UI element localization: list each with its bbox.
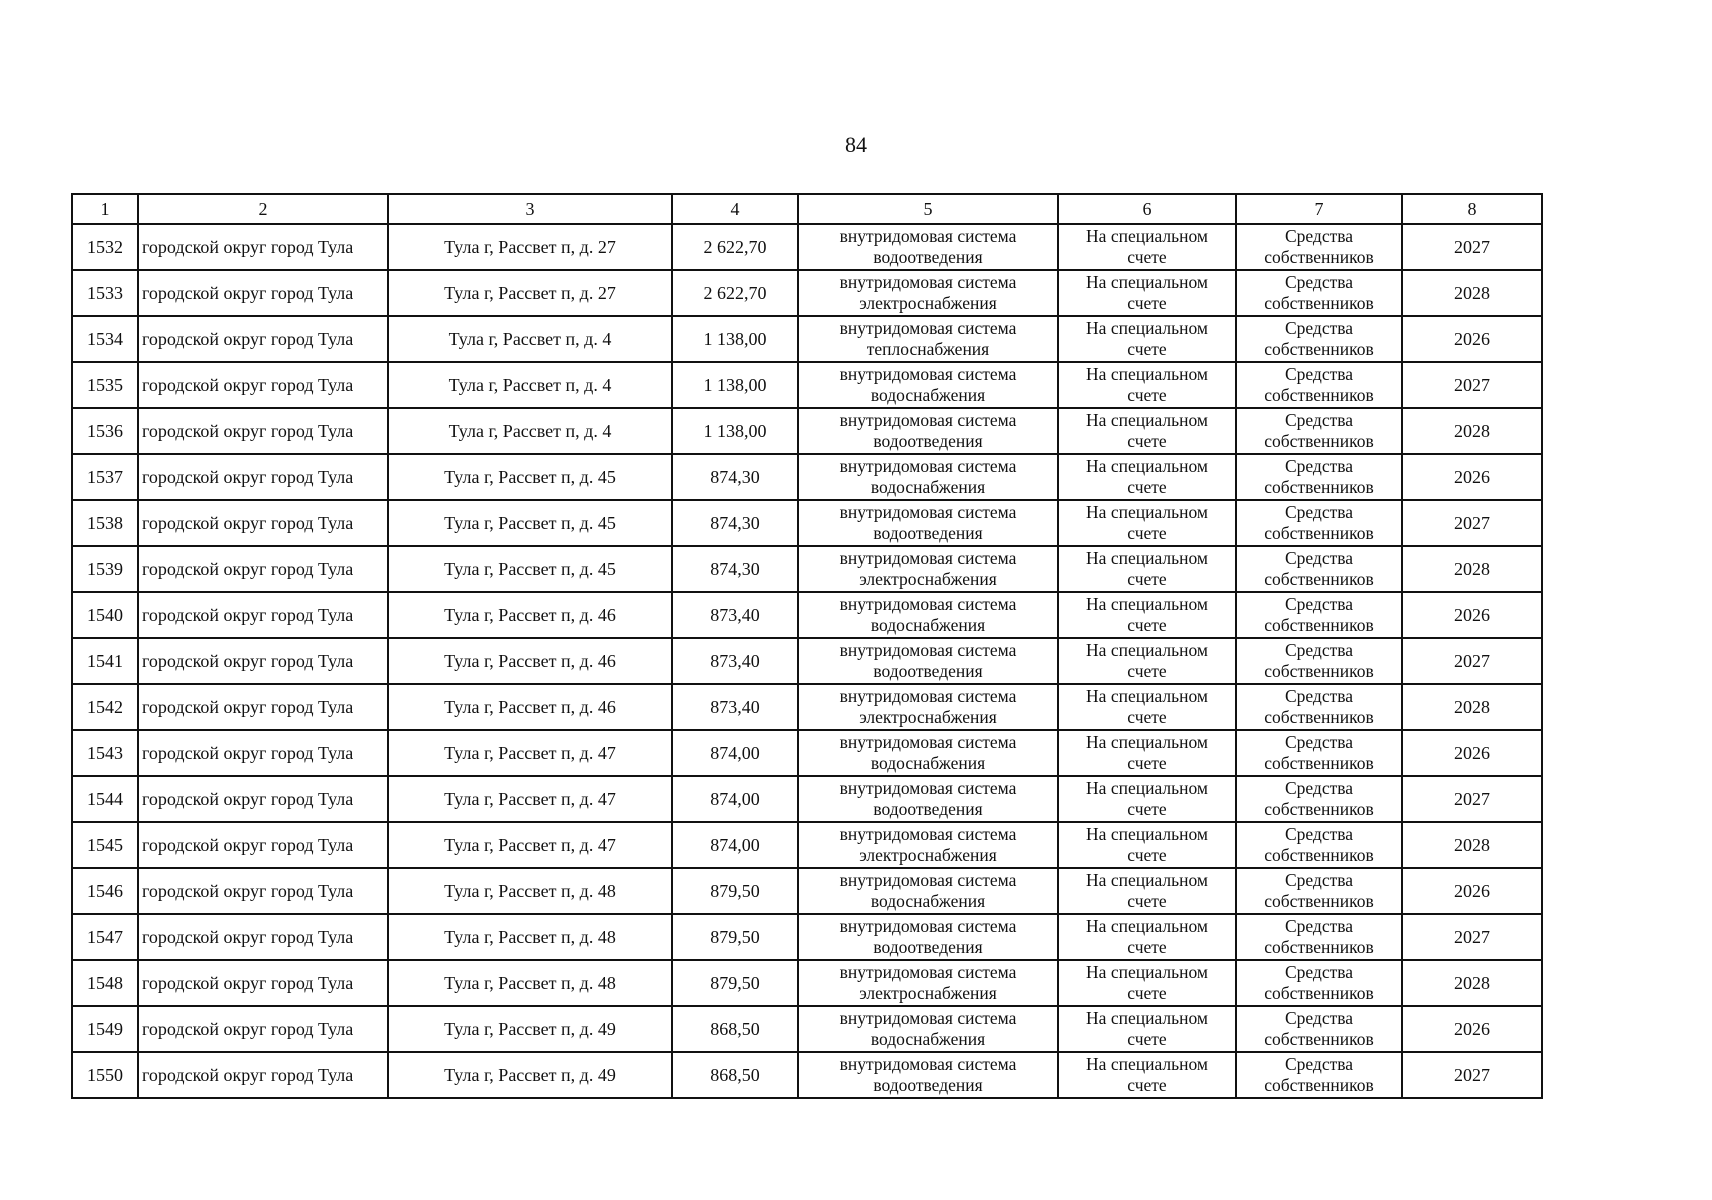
year-cell: 2028 <box>1402 408 1542 454</box>
table-row <box>72 822 1542 868</box>
account-cell <box>1058 822 1236 868</box>
account-cell-line-1: На специальном <box>1086 870 1208 890</box>
funding-source-cell-line-1: Средства <box>1284 870 1354 890</box>
column-header: 3 <box>388 194 672 224</box>
row-number-cell: 1546 <box>72 868 138 914</box>
address-cell: Тула г, Рассвет п, д. 46 <box>388 638 672 684</box>
account-cell-line-2: счете <box>1127 523 1167 543</box>
funding-source-cell <box>1236 730 1402 776</box>
account-cell-line-1: На специальном <box>1086 916 1208 936</box>
system-cell-line-1: внутридомовая система <box>839 916 1017 936</box>
column-header: 6 <box>1058 194 1236 224</box>
area-cell: 2 622,70 <box>672 270 798 316</box>
funding-source-cell <box>1236 454 1402 500</box>
account-cell-line-2: счете <box>1127 569 1167 589</box>
address-cell: Тула г, Рассвет п, д. 46 <box>388 684 672 730</box>
system-cell-line-1: внутридомовая система <box>839 824 1017 844</box>
account-cell-line-2: счете <box>1127 937 1167 957</box>
area-cell: 2 622,70 <box>672 224 798 270</box>
table-row <box>72 362 1542 408</box>
municipality-cell: городской округ город Тула <box>138 316 388 362</box>
area-cell: 868,50 <box>672 1006 798 1052</box>
page-number: 84 <box>845 132 867 157</box>
funding-source-cell-line-1: Средства <box>1284 226 1354 246</box>
account-cell-line-2: счете <box>1127 845 1167 865</box>
system-cell <box>798 408 1058 454</box>
account-cell-line-1: На специальном <box>1086 410 1208 430</box>
account-cell-line-2: счете <box>1127 707 1167 727</box>
account-cell-line-2: счете <box>1127 661 1167 681</box>
account-cell-line-1: На специальном <box>1086 594 1208 614</box>
account-cell <box>1058 914 1236 960</box>
funding-source-cell-line-2: собственников <box>1264 661 1374 681</box>
account-cell-line-1: На специальном <box>1086 640 1208 660</box>
year-cell: 2028 <box>1402 546 1542 592</box>
area-cell: 879,50 <box>672 914 798 960</box>
account-cell-line-1: На специальном <box>1086 824 1208 844</box>
account-cell-line-1: На специальном <box>1086 548 1208 568</box>
year-cell: 2028 <box>1402 270 1542 316</box>
funding-source-cell-line-1: Средства <box>1284 272 1354 292</box>
account-cell-line-2: счете <box>1127 385 1167 405</box>
municipality-cell: городской округ город Тула <box>138 1052 388 1098</box>
funding-source-cell-line-2: собственников <box>1264 247 1374 267</box>
system-cell-line-1: внутридомовая система <box>839 870 1017 890</box>
area-cell: 874,30 <box>672 546 798 592</box>
address-cell: Тула г, Рассвет п, д. 48 <box>388 960 672 1006</box>
funding-source-cell-line-1: Средства <box>1284 410 1354 430</box>
funding-source-cell-line-2: собственников <box>1264 983 1374 1003</box>
table-row <box>72 776 1542 822</box>
row-number-cell: 1542 <box>72 684 138 730</box>
municipality-cell: городской округ город Тула <box>138 776 388 822</box>
account-cell-line-1: На специальном <box>1086 686 1208 706</box>
system-cell <box>798 592 1058 638</box>
municipality-cell: городской округ город Тула <box>138 822 388 868</box>
funding-source-cell-line-1: Средства <box>1284 778 1354 798</box>
account-cell <box>1058 454 1236 500</box>
year-cell: 2026 <box>1402 730 1542 776</box>
year-cell: 2027 <box>1402 224 1542 270</box>
account-cell-line-1: На специальном <box>1086 226 1208 246</box>
row-number-cell: 1549 <box>72 1006 138 1052</box>
funding-source-cell <box>1236 776 1402 822</box>
system-cell-line-1: внутридомовая система <box>839 226 1017 246</box>
system-cell <box>798 1052 1058 1098</box>
funding-source-cell <box>1236 638 1402 684</box>
account-cell <box>1058 1052 1236 1098</box>
row-number-cell: 1535 <box>72 362 138 408</box>
system-cell-line-1: внутридомовая система <box>839 318 1017 338</box>
funding-source-cell <box>1236 408 1402 454</box>
account-cell-line-1: На специальном <box>1086 272 1208 292</box>
municipality-cell: городской округ город Тула <box>138 362 388 408</box>
account-cell <box>1058 730 1236 776</box>
funding-source-cell <box>1236 960 1402 1006</box>
funding-source-cell-line-1: Средства <box>1284 502 1354 522</box>
row-number-cell: 1539 <box>72 546 138 592</box>
area-cell: 873,40 <box>672 638 798 684</box>
row-number-cell: 1548 <box>72 960 138 1006</box>
column-header: 4 <box>672 194 798 224</box>
system-cell-line-1: внутридомовая система <box>839 456 1017 476</box>
account-cell <box>1058 960 1236 1006</box>
funding-source-cell-line-1: Средства <box>1284 732 1354 752</box>
table-row <box>72 1006 1542 1052</box>
system-cell-line-1: внутридомовая система <box>839 272 1017 292</box>
system-cell-line-2: водоснабжения <box>870 891 986 911</box>
area-cell: 874,00 <box>672 776 798 822</box>
table-row <box>72 638 1542 684</box>
table-row <box>72 684 1542 730</box>
municipality-cell: городской округ город Тула <box>138 224 388 270</box>
funding-source-cell-line-1: Средства <box>1284 686 1354 706</box>
account-cell-line-2: счете <box>1127 983 1167 1003</box>
system-cell-line-2: электроснабжения <box>859 845 997 865</box>
address-cell: Тула г, Рассвет п, д. 47 <box>388 822 672 868</box>
account-cell <box>1058 684 1236 730</box>
address-cell: Тула г, Рассвет п, д. 4 <box>388 408 672 454</box>
system-cell <box>798 822 1058 868</box>
system-cell <box>798 1006 1058 1052</box>
year-cell: 2027 <box>1402 1052 1542 1098</box>
system-cell-line-2: электроснабжения <box>859 707 997 727</box>
account-cell-line-1: На специальном <box>1086 778 1208 798</box>
funding-source-cell-line-1: Средства <box>1284 962 1354 982</box>
municipality-cell: городской округ город Тула <box>138 454 388 500</box>
account-cell-line-2: счете <box>1127 1075 1167 1095</box>
system-cell <box>798 684 1058 730</box>
row-number-cell: 1543 <box>72 730 138 776</box>
account-cell <box>1058 776 1236 822</box>
system-cell-line-2: водоотведения <box>873 799 983 819</box>
account-cell <box>1058 316 1236 362</box>
header-row <box>72 194 1542 224</box>
table-row <box>72 914 1542 960</box>
system-cell-line-2: водоснабжения <box>870 477 986 497</box>
year-cell: 2026 <box>1402 316 1542 362</box>
funding-source-cell <box>1236 592 1402 638</box>
row-number-cell: 1550 <box>72 1052 138 1098</box>
funding-source-cell <box>1236 316 1402 362</box>
table-row <box>72 868 1542 914</box>
funding-source-cell-line-1: Средства <box>1284 1008 1354 1028</box>
column-header: 8 <box>1402 194 1542 224</box>
funding-source-cell <box>1236 868 1402 914</box>
column-header: 2 <box>138 194 388 224</box>
funding-source-cell-line-1: Средства <box>1284 548 1354 568</box>
area-cell: 873,40 <box>672 592 798 638</box>
municipality-cell: городской округ город Тула <box>138 500 388 546</box>
area-cell: 874,00 <box>672 822 798 868</box>
funding-source-cell-line-2: собственников <box>1264 523 1374 543</box>
account-cell-line-1: На специальном <box>1086 318 1208 338</box>
municipality-cell: городской округ город Тула <box>138 638 388 684</box>
address-cell: Тула г, Рассвет п, д. 49 <box>388 1052 672 1098</box>
account-cell <box>1058 546 1236 592</box>
funding-source-cell-line-2: собственников <box>1264 753 1374 773</box>
table-row <box>72 546 1542 592</box>
address-cell: Тула г, Рассвет п, д. 49 <box>388 1006 672 1052</box>
row-number-cell: 1536 <box>72 408 138 454</box>
area-cell: 873,40 <box>672 684 798 730</box>
system-cell-line-2: водоснабжения <box>870 1029 986 1049</box>
year-cell: 2028 <box>1402 822 1542 868</box>
address-cell: Тула г, Рассвет п, д. 47 <box>388 776 672 822</box>
funding-source-cell <box>1236 362 1402 408</box>
account-cell-line-1: На специальном <box>1086 962 1208 982</box>
funding-source-cell-line-2: собственников <box>1264 477 1374 497</box>
account-cell-line-2: счете <box>1127 293 1167 313</box>
municipality-cell: городской округ город Тула <box>138 914 388 960</box>
funding-source-cell <box>1236 224 1402 270</box>
system-cell-line-1: внутридомовая система <box>839 410 1017 430</box>
year-cell: 2026 <box>1402 1006 1542 1052</box>
funding-source-cell-line-2: собственников <box>1264 339 1374 359</box>
system-cell-line-1: внутридомовая система <box>839 732 1017 752</box>
system-cell-line-1: внутридомовая система <box>839 778 1017 798</box>
table-row <box>72 408 1542 454</box>
system-cell <box>798 270 1058 316</box>
year-cell: 2026 <box>1402 592 1542 638</box>
register-table <box>71 193 1543 1099</box>
row-number-cell: 1538 <box>72 500 138 546</box>
table-row <box>72 500 1542 546</box>
account-cell <box>1058 592 1236 638</box>
system-cell <box>798 454 1058 500</box>
funding-source-cell <box>1236 1052 1402 1098</box>
address-cell: Тула г, Рассвет п, д. 27 <box>388 270 672 316</box>
system-cell-line-2: электроснабжения <box>859 983 997 1003</box>
funding-source-cell-line-1: Средства <box>1284 916 1354 936</box>
account-cell-line-1: На специальном <box>1086 1054 1208 1074</box>
address-cell: Тула г, Рассвет п, д. 4 <box>388 316 672 362</box>
municipality-cell: городской округ город Тула <box>138 960 388 1006</box>
year-cell: 2027 <box>1402 776 1542 822</box>
system-cell-line-1: внутридомовая система <box>839 962 1017 982</box>
account-cell-line-1: На специальном <box>1086 364 1208 384</box>
account-cell-line-1: На специальном <box>1086 502 1208 522</box>
row-number-cell: 1533 <box>72 270 138 316</box>
account-cell <box>1058 408 1236 454</box>
system-cell <box>798 638 1058 684</box>
funding-source-cell-line-2: собственников <box>1264 1075 1374 1095</box>
funding-source-cell-line-2: собственников <box>1264 937 1374 957</box>
system-cell-line-2: водоснабжения <box>870 615 986 635</box>
account-cell-line-2: счете <box>1127 891 1167 911</box>
funding-source-cell-line-1: Средства <box>1284 1054 1354 1074</box>
account-cell <box>1058 270 1236 316</box>
municipality-cell: городской округ город Тула <box>138 868 388 914</box>
system-cell-line-2: водоотведения <box>873 1075 983 1095</box>
funding-source-cell <box>1236 546 1402 592</box>
system-cell-line-1: внутридомовая система <box>839 1054 1017 1074</box>
address-cell: Тула г, Рассвет п, д. 48 <box>388 868 672 914</box>
system-cell-line-2: водоснабжения <box>870 753 986 773</box>
funding-source-cell-line-2: собственников <box>1264 431 1374 451</box>
table-row <box>72 730 1542 776</box>
row-number-cell: 1545 <box>72 822 138 868</box>
system-cell <box>798 546 1058 592</box>
funding-source-cell-line-2: собственников <box>1264 1029 1374 1049</box>
account-cell <box>1058 638 1236 684</box>
address-cell: Тула г, Рассвет п, д. 45 <box>388 500 672 546</box>
table-row <box>72 1052 1542 1098</box>
column-header: 5 <box>798 194 1058 224</box>
system-cell-line-2: теплоснабжения <box>866 339 990 359</box>
account-cell-line-1: На специальном <box>1086 1008 1208 1028</box>
system-cell-line-1: внутридомовая система <box>839 1008 1017 1028</box>
system-cell-line-2: водоотведения <box>873 523 983 543</box>
address-cell: Тула г, Рассвет п, д. 4 <box>388 362 672 408</box>
table-row <box>72 960 1542 1006</box>
municipality-cell: городской округ город Тула <box>138 270 388 316</box>
account-cell <box>1058 362 1236 408</box>
account-cell-line-2: счете <box>1127 753 1167 773</box>
funding-source-cell-line-2: собственников <box>1264 891 1374 911</box>
address-cell: Тула г, Рассвет п, д. 27 <box>388 224 672 270</box>
year-cell: 2027 <box>1402 362 1542 408</box>
system-cell-line-2: электроснабжения <box>859 569 997 589</box>
municipality-cell: городской округ город Тула <box>138 592 388 638</box>
system-cell-line-1: внутридомовая система <box>839 594 1017 614</box>
funding-source-cell-line-1: Средства <box>1284 824 1354 844</box>
municipality-cell: городской округ город Тула <box>138 408 388 454</box>
table-row <box>72 592 1542 638</box>
system-cell <box>798 776 1058 822</box>
funding-source-cell-line-1: Средства <box>1284 456 1354 476</box>
system-cell <box>798 868 1058 914</box>
system-cell-line-2: водоснабжения <box>870 385 986 405</box>
system-cell-line-1: внутридомовая система <box>839 502 1017 522</box>
municipality-cell: городской округ город Тула <box>138 684 388 730</box>
row-number-cell: 1547 <box>72 914 138 960</box>
funding-source-cell <box>1236 500 1402 546</box>
system-cell-line-1: внутридомовая система <box>839 548 1017 568</box>
area-cell: 879,50 <box>672 868 798 914</box>
funding-source-cell-line-2: собственников <box>1264 615 1374 635</box>
system-cell <box>798 362 1058 408</box>
system-cell-line-2: водоотведения <box>873 661 983 681</box>
year-cell: 2027 <box>1402 638 1542 684</box>
system-cell <box>798 730 1058 776</box>
system-cell <box>798 224 1058 270</box>
year-cell: 2027 <box>1402 500 1542 546</box>
system-cell-line-1: внутридомовая система <box>839 686 1017 706</box>
row-number-cell: 1540 <box>72 592 138 638</box>
row-number-cell: 1537 <box>72 454 138 500</box>
account-cell-line-2: счете <box>1127 431 1167 451</box>
year-cell: 2028 <box>1402 960 1542 1006</box>
area-cell: 868,50 <box>672 1052 798 1098</box>
funding-source-cell <box>1236 684 1402 730</box>
year-cell: 2026 <box>1402 454 1542 500</box>
table-row <box>72 270 1542 316</box>
account-cell-line-2: счете <box>1127 247 1167 267</box>
address-cell: Тула г, Рассвет п, д. 48 <box>388 914 672 960</box>
funding-source-cell-line-1: Средства <box>1284 318 1354 338</box>
table-row <box>72 316 1542 362</box>
account-cell-line-2: счете <box>1127 477 1167 497</box>
account-cell <box>1058 1006 1236 1052</box>
address-cell: Тула г, Рассвет п, д. 45 <box>388 454 672 500</box>
system-cell <box>798 316 1058 362</box>
area-cell: 1 138,00 <box>672 362 798 408</box>
account-cell <box>1058 868 1236 914</box>
account-cell-line-2: счете <box>1127 799 1167 819</box>
system-cell-line-1: внутридомовая система <box>839 364 1017 384</box>
area-cell: 1 138,00 <box>672 316 798 362</box>
funding-source-cell-line-2: собственников <box>1264 569 1374 589</box>
account-cell-line-1: На специальном <box>1086 732 1208 752</box>
system-cell-line-2: водоотведения <box>873 431 983 451</box>
system-cell-line-1: внутридомовая система <box>839 640 1017 660</box>
funding-source-cell-line-2: собственников <box>1264 799 1374 819</box>
municipality-cell: городской округ город Тула <box>138 546 388 592</box>
system-cell <box>798 500 1058 546</box>
funding-source-cell-line-2: собственников <box>1264 707 1374 727</box>
system-cell <box>798 914 1058 960</box>
area-cell: 879,50 <box>672 960 798 1006</box>
area-cell: 874,30 <box>672 454 798 500</box>
funding-source-cell <box>1236 822 1402 868</box>
funding-source-cell <box>1236 914 1402 960</box>
funding-source-cell <box>1236 1006 1402 1052</box>
funding-source-cell-line-2: собственников <box>1264 293 1374 313</box>
account-cell-line-2: счете <box>1127 339 1167 359</box>
column-header: 1 <box>72 194 138 224</box>
system-cell-line-2: водоотведения <box>873 937 983 957</box>
address-cell: Тула г, Рассвет п, д. 47 <box>388 730 672 776</box>
account-cell-line-2: счете <box>1127 1029 1167 1049</box>
funding-source-cell-line-2: собственников <box>1264 385 1374 405</box>
system-cell-line-2: водоотведения <box>873 247 983 267</box>
system-cell <box>798 960 1058 1006</box>
year-cell: 2027 <box>1402 914 1542 960</box>
column-header: 7 <box>1236 194 1402 224</box>
area-cell: 1 138,00 <box>672 408 798 454</box>
row-number-cell: 1541 <box>72 638 138 684</box>
table-row <box>72 454 1542 500</box>
row-number-cell: 1544 <box>72 776 138 822</box>
year-cell: 2026 <box>1402 868 1542 914</box>
system-cell-line-2: электроснабжения <box>859 293 997 313</box>
table-row <box>72 224 1542 270</box>
funding-source-cell-line-1: Средства <box>1284 640 1354 660</box>
funding-source-cell-line-2: собственников <box>1264 845 1374 865</box>
area-cell: 874,00 <box>672 730 798 776</box>
row-number-cell: 1532 <box>72 224 138 270</box>
area-cell: 874,30 <box>672 500 798 546</box>
account-cell-line-1: На специальном <box>1086 456 1208 476</box>
municipality-cell: городской округ город Тула <box>138 1006 388 1052</box>
address-cell: Тула г, Рассвет п, д. 46 <box>388 592 672 638</box>
account-cell-line-2: счете <box>1127 615 1167 635</box>
funding-source-cell-line-1: Средства <box>1284 594 1354 614</box>
account-cell <box>1058 224 1236 270</box>
account-cell <box>1058 500 1236 546</box>
row-number-cell: 1534 <box>72 316 138 362</box>
address-cell: Тула г, Рассвет п, д. 45 <box>388 546 672 592</box>
municipality-cell: городской округ город Тула <box>138 730 388 776</box>
table-body <box>72 224 1542 1098</box>
funding-source-cell <box>1236 270 1402 316</box>
funding-source-cell-line-1: Средства <box>1284 364 1354 384</box>
year-cell: 2028 <box>1402 684 1542 730</box>
